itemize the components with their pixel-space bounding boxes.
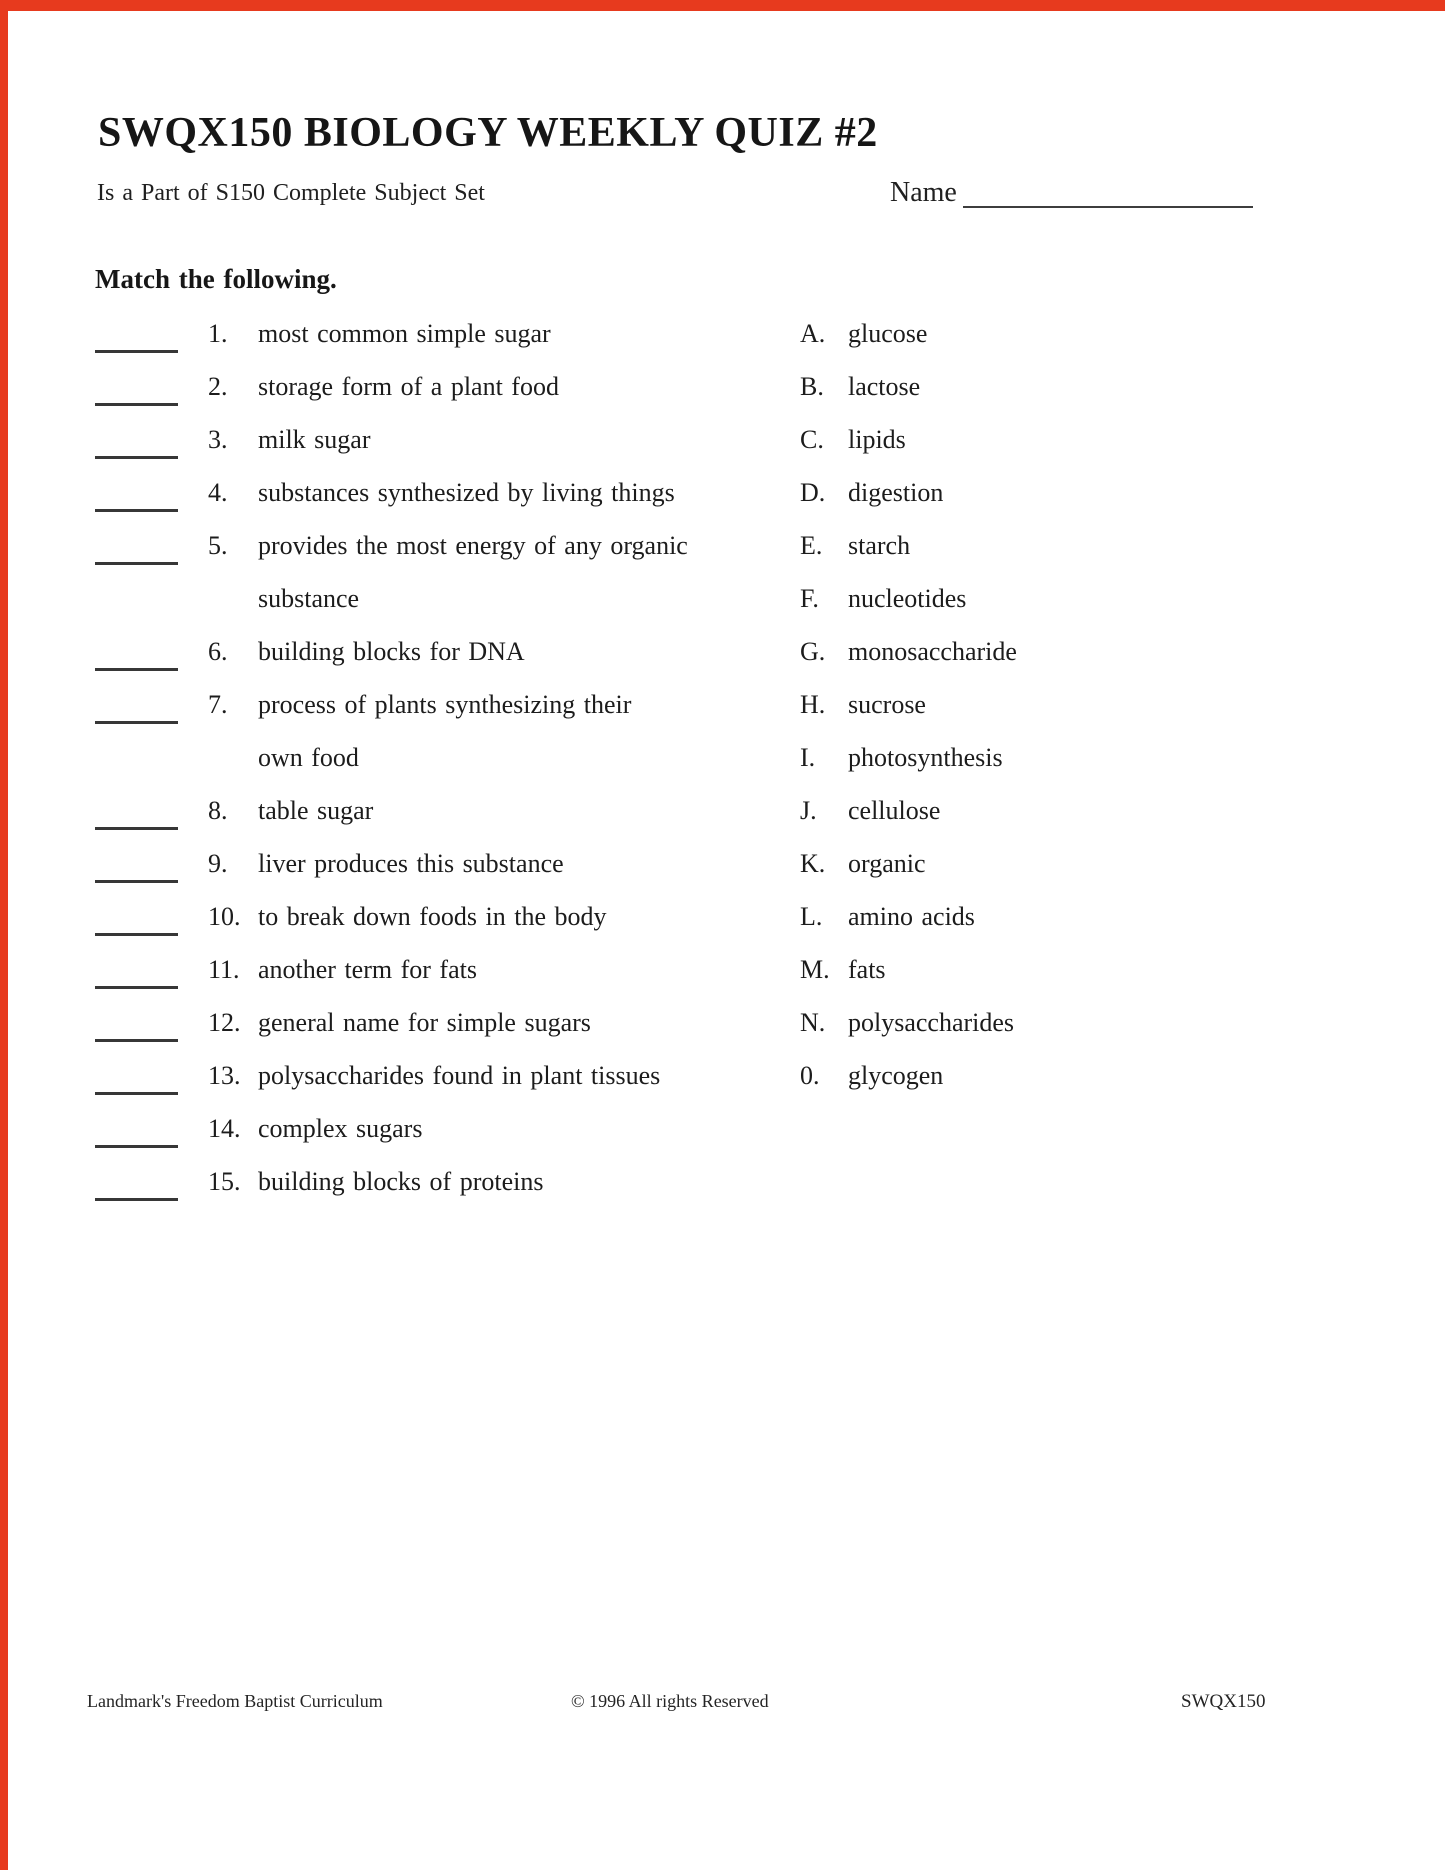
question-text: process of plants synthesizing their: [258, 690, 632, 719]
option-term: cellulose: [848, 796, 941, 825]
option-term: photosynthesis: [848, 743, 1003, 772]
footer-copyright: © 1996 All rights Reserved: [571, 1691, 769, 1711]
option-term: monosaccharide: [848, 637, 1017, 666]
option-letter: C.: [800, 425, 824, 454]
question-text: building blocks for DNA: [258, 637, 525, 666]
question-number: 6.: [208, 637, 228, 666]
answer-blank[interactable]: [95, 1175, 178, 1201]
option-row: [0, 1063, 1445, 1116]
question-text: building blocks of proteins: [258, 1167, 544, 1196]
option-row: [0, 851, 1445, 904]
option-term: sucrose: [848, 690, 926, 719]
question-number: 2.: [208, 372, 228, 401]
option-letter: E.: [800, 531, 823, 560]
option-term: fats: [848, 955, 886, 984]
question-text: most common simple sugar: [258, 319, 551, 348]
option-row: [0, 798, 1445, 851]
question-number: 8.: [208, 796, 228, 825]
question-row: [0, 1169, 1445, 1222]
question-number: 9.: [208, 849, 228, 878]
option-letter: 0.: [800, 1061, 820, 1090]
option-term: organic: [848, 849, 926, 878]
option-row: [0, 957, 1445, 1010]
question-number: 4.: [208, 478, 228, 507]
option-row: [0, 321, 1445, 374]
option-letter: I.: [800, 743, 816, 772]
option-term: starch: [848, 531, 911, 560]
option-row: [0, 1010, 1445, 1063]
option-letter: N.: [800, 1008, 826, 1037]
section-heading: Match the following.: [95, 264, 337, 294]
option-letter: M.: [800, 955, 830, 984]
question-text: another term for fats: [258, 955, 477, 984]
option-letter: F.: [800, 584, 819, 613]
option-letter: J.: [800, 796, 817, 825]
option-row: [0, 427, 1445, 480]
option-letter: K.: [800, 849, 826, 878]
option-term: polysaccharides: [848, 1008, 1015, 1037]
question-row: [0, 1116, 1445, 1169]
option-row: [0, 745, 1445, 798]
name-input-line[interactable]: [963, 175, 1253, 208]
name-label: Name: [890, 177, 957, 208]
question-number: 5.: [208, 531, 228, 560]
option-row: [0, 374, 1445, 427]
option-row: [0, 639, 1445, 692]
answer-blank[interactable]: [95, 1122, 178, 1148]
option-term: digestion: [848, 478, 944, 507]
option-row: [0, 904, 1445, 957]
question-text: milk sugar: [258, 425, 371, 454]
option-letter: A.: [800, 319, 826, 348]
question-text: complex sugars: [258, 1114, 423, 1143]
question-number: 10.: [208, 902, 241, 931]
option-term: nucleotides: [848, 584, 967, 613]
option-term: lactose: [848, 372, 921, 401]
question-text: storage form of a plant food: [258, 372, 559, 401]
option-row: [0, 480, 1445, 533]
option-letter: D.: [800, 478, 826, 507]
option-letter: L.: [800, 902, 823, 931]
question-number: 7.: [208, 690, 228, 719]
question-number: 14.: [208, 1114, 241, 1143]
question-text: liver produces this substance: [258, 849, 564, 878]
question-text: general name for simple sugars: [258, 1008, 591, 1037]
option-term: glycogen: [848, 1061, 944, 1090]
question-text-continued: own food: [258, 743, 359, 772]
option-row: [0, 586, 1445, 639]
question-number: 12.: [208, 1008, 241, 1037]
option-term: glucose: [848, 319, 928, 348]
option-row: [0, 533, 1445, 586]
option-row: [0, 692, 1445, 745]
option-term: amino acids: [848, 902, 975, 931]
question-number: 1.: [208, 319, 228, 348]
question-text-continued: substance: [258, 584, 360, 613]
option-letter: G.: [800, 637, 826, 666]
footer-code: SWQX150: [1181, 1691, 1266, 1712]
footer-publisher: Landmark's Freedom Baptist Curriculum: [87, 1691, 383, 1711]
question-text: to break down foods in the body: [258, 902, 607, 931]
quiz-subtitle: Is a Part of S150 Complete Subject Set: [97, 180, 485, 206]
question-number: 15.: [208, 1167, 241, 1196]
question-text: polysaccharides found in plant tissues: [258, 1061, 661, 1090]
question-text: table sugar: [258, 796, 374, 825]
question-number: 13.: [208, 1061, 241, 1090]
option-term: lipids: [848, 425, 906, 454]
scan-edge-top: [0, 0, 1445, 11]
question-number: 3.: [208, 425, 228, 454]
option-letter: H.: [800, 690, 826, 719]
question-text: provides the most energy of any organic: [258, 531, 688, 560]
question-text: substances synthesized by living things: [258, 478, 675, 507]
question-number: 11.: [208, 955, 240, 984]
quiz-title: SWQX150 BIOLOGY WEEKLY QUIZ #2: [98, 110, 878, 156]
option-letter: B.: [800, 372, 824, 401]
